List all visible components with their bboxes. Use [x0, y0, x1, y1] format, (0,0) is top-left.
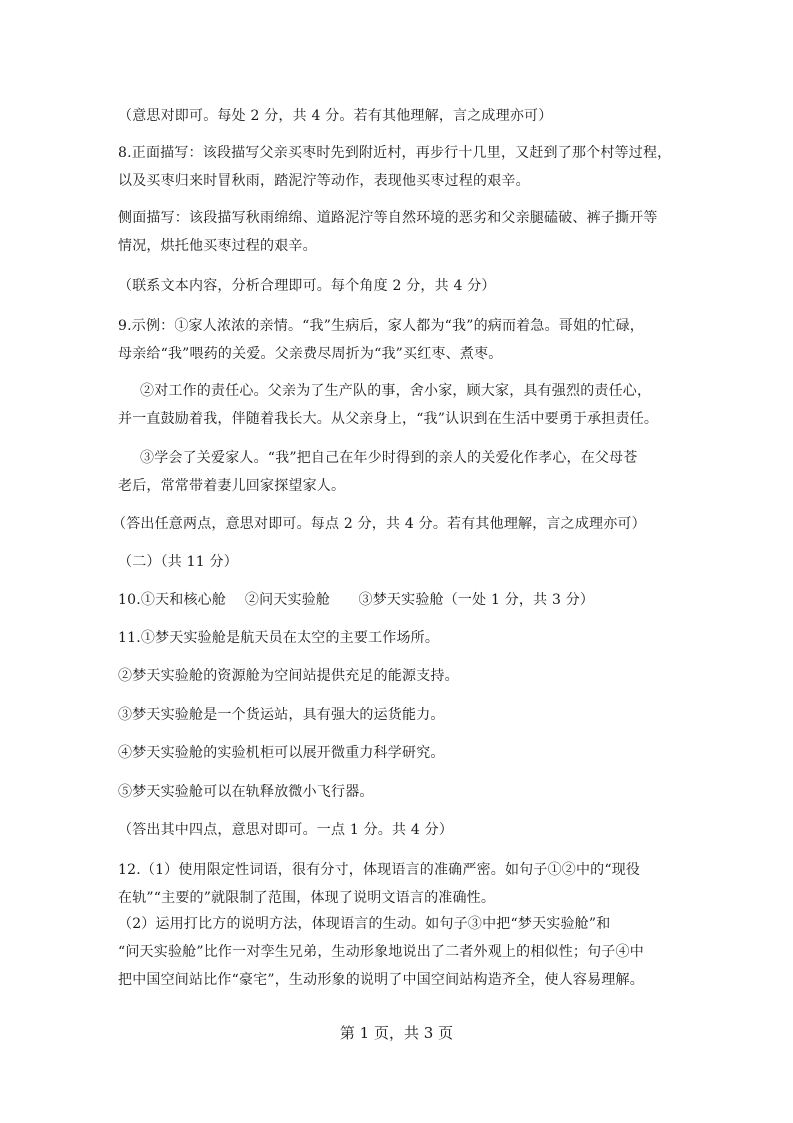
- q12-answer-line-4: “问天实验舱”比作一对孪生兄弟，生动形象地说出了二者外观上的相似性；句子④中: [118, 944, 644, 960]
- q11-answer-line-4: ④梦天实验舱的实验机柜可以展开微重力科学研究。: [118, 745, 445, 761]
- q12-answer-line-1: 12.（1）使用限定性词语，很有分寸，体现语言的准确严密。如句子①②中的“现役: [118, 862, 641, 878]
- q11-answer-line-5: ⑤梦天实验舱可以在轨释放微小飞行器。: [118, 784, 374, 800]
- q8-answer-line-4: 情况，烘托他买枣过程的艰辛。: [118, 238, 317, 254]
- q12-answer-line-2: 在轨”“主要的”就限制了范围，体现了说明文语言的准确性。: [118, 890, 496, 906]
- q9-answer-line-5: ③学会了关爱家人。“我”把自己在年少时得到的亲人的关爱化作孝心，在父母苍: [140, 450, 638, 466]
- q12-answer-line-3: （2）运用打比方的说明方法，体现语言的生动。如句子③中把“梦天实验舱”和: [118, 916, 611, 932]
- q11-answer-line-2: ②梦天实验舱的资源舱为空间站提供充足的能源支持。: [118, 668, 459, 684]
- q7-scoring-note: （意思对即可。每处 2 分，共 4 分。若有其他理解，言之成理亦可）: [118, 108, 553, 124]
- q11-answer-line-1: 11.①梦天实验舱是航天员在太空的主要工作场所。: [118, 630, 440, 646]
- q9-answer-line-3: ②对工作的责任心。父亲为了生产队的事，舍小家，顾大家，具有强烈的责任心，: [140, 383, 652, 399]
- q9-scoring-note: （答出任意两点，意思对即可。每点 2 分，共 4 分。若有其他理解，言之成理亦可）: [112, 516, 646, 532]
- q8-answer-line-3: 侧面描写：该段描写秋雨绵绵、道路泥泞等自然环境的恶劣和父亲腿磕破、裤子撕开等: [118, 210, 658, 226]
- q11-answer-line-3: ③梦天实验舱是一个货运站，具有强大的运货能力。: [118, 707, 445, 723]
- q11-scoring-note: （答出其中四点，意思对即可。一点 1 分。共 4 分）: [118, 822, 454, 838]
- q8-answer-line-2: 以及买枣归来时冒秋雨，踏泥泞等动作，表现他买枣过程的艰辛。: [118, 173, 530, 189]
- q9-answer-line-6: 老后，常常带着妻儿回家探望家人。: [118, 478, 346, 494]
- page-footer: 第 1 页，共 3 页: [339, 1024, 454, 1042]
- q8-answer-line-1: 8.正面描写：该段描写父亲买枣时先到附近村，再步行十几里，又赶到了那个村等过程，: [118, 145, 672, 161]
- q10-answer: 10.①天和核心舱 ②问天实验舱 ③梦天实验舱（一处 1 分，共 3 分）: [118, 592, 595, 608]
- q9-answer-line-2: 母亲给“我”喂药的关爱。父亲费尽周折为“我”买红枣、煮枣。: [118, 346, 503, 362]
- q12-answer-line-5: 把中国空间站比作“豪宅”，生动形象的说明了中国空间站构造齐全，使人容易理解。: [118, 972, 644, 988]
- section-two-heading: （二）（共 11 分）: [118, 554, 238, 570]
- q8-scoring-note: （联系文本内容，分析合理即可。每个角度 2 分，共 4 分）: [118, 278, 496, 294]
- q9-answer-line-1: 9.示例：①家人浓浓的亲情。“我”生病后，家人都为“我”的病而着急。哥姐的忙碌，: [118, 318, 644, 334]
- q9-answer-line-4: 并一直鼓励着我，伴随着我长大。从父亲身上，“我”认识到在生活中要勇于承担责任。: [118, 411, 659, 427]
